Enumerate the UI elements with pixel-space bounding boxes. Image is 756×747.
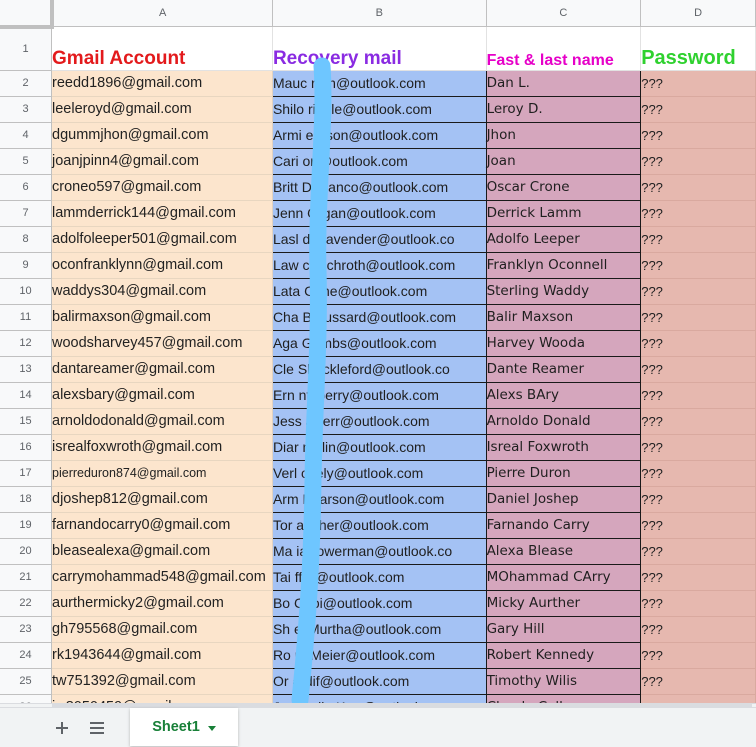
column-header-b[interactable]: B [272,0,486,27]
cell-password[interactable]: ??? [641,460,756,486]
cell-password[interactable]: ??? [641,356,756,382]
table-row [0,226,756,252]
cell-password[interactable]: ??? [641,278,756,304]
cell-full-name[interactable]: Pierre Duron [486,460,641,486]
column-header-a[interactable]: A [52,0,273,27]
row-header[interactable]: 3 [0,96,52,122]
row-header[interactable]: 7 [0,200,52,226]
cell-recovery-mail[interactable]: Jess aKerr@outlook.com [272,408,486,434]
cell-full-name[interactable]: Leroy D. [486,96,641,122]
cell-full-name[interactable]: Balir Maxson [486,304,641,330]
cell-recovery-mail[interactable]: Sh ellMurtha@outlook.com [272,616,486,642]
cell-gmail-account[interactable]: farnandocarry0@gmail.com [52,512,273,538]
cell-recovery-mail[interactable]: Law ceSchroth@outlook.com [272,252,486,278]
cell-recovery-mail[interactable]: Verl okely@outlook.com [272,460,486,486]
cell-gmail-account[interactable]: bleasealexa@gmail.com [52,538,273,564]
table-row [0,408,756,434]
cell-recovery-mail[interactable]: Tor absher@outlook.com [272,512,486,538]
cell-password[interactable]: ??? [641,590,756,616]
table-row [0,96,756,122]
cell-password[interactable]: ??? [641,538,756,564]
row-header[interactable]: 19 [0,512,52,538]
table-row [0,252,756,278]
cell-gmail-account[interactable]: dantareamer@gmail.com [52,356,273,382]
cell-gmail-account[interactable]: djoshep812@gmail.com [52,486,273,512]
header-gmail-account[interactable]: Gmail Account [52,27,273,71]
cell-password[interactable]: ??? [641,200,756,226]
row-header[interactable]: 13 [0,356,52,382]
cell-full-name[interactable]: Dan L. [486,70,641,96]
cell-full-name[interactable]: Franklyn Oconnell [486,252,641,278]
cell-full-name[interactable]: Harvey Wooda [486,330,641,356]
cell-password[interactable]: ??? [641,148,756,174]
list-icon [89,721,105,735]
cell-full-name[interactable]: Alexs BAry [486,382,641,408]
row-header[interactable]: 25 [0,668,52,694]
row-header[interactable]: 24 [0,642,52,668]
cell-recovery-mail[interactable]: Or ardif@outlook.com [272,668,486,694]
cell-recovery-mail[interactable]: Diar mblin@outlook.com [272,434,486,460]
row-header[interactable]: 9 [0,252,52,278]
cell-password[interactable]: ??? [641,642,756,668]
cell-password[interactable]: ??? [641,70,756,96]
row-header[interactable]: 21 [0,564,52,590]
table-row [0,486,756,512]
cell-full-name[interactable]: Arnoldo Donald [486,408,641,434]
cell-gmail-account[interactable]: gh795568@gmail.com [52,616,273,642]
row-header[interactable]: 22 [0,590,52,616]
row-header[interactable]: 4 [0,122,52,148]
cell-recovery-mail[interactable]: Cle Shackleford@outlook.co [272,356,486,382]
header-password[interactable]: Password [641,27,756,71]
cell-full-name[interactable]: Robert Kennedy [486,642,641,668]
cell-gmail-account[interactable]: isrealfoxwroth@gmail.com [52,434,273,460]
table-row [0,668,756,694]
cell-recovery-mail[interactable]: Tai ffer@outlook.com [272,564,486,590]
cell-gmail-account[interactable]: aurthermicky2@gmail.com [52,590,273,616]
table-row [0,70,756,96]
cell-recovery-mail[interactable]: Cari on@outlook.com [272,148,486,174]
cell-full-name[interactable]: Timothy Wilis [486,668,641,694]
row-header[interactable]: 15 [0,408,52,434]
table-row [0,460,756,486]
cell-recovery-mail[interactable]: Armi earson@outlook.com [272,122,486,148]
cell-gmail-account[interactable]: alexsbary@gmail.com [52,382,273,408]
cell-password[interactable]: ??? [641,252,756,278]
cell-full-name[interactable]: Sterling Waddy [486,278,641,304]
column-header-d[interactable]: D [641,0,756,27]
cell-recovery-mail[interactable]: Shilo ribble@outlook.com [272,96,486,122]
cell-gmail-account[interactable]: joanjpinn4@gmail.com [52,148,273,174]
cell-password[interactable]: ??? [641,330,756,356]
cell-gmail-account[interactable]: adolfoleeper501@gmail.com [52,226,273,252]
row-header[interactable]: 8 [0,226,52,252]
column-header-c[interactable]: C [486,0,641,27]
cell-gmail-account[interactable]: carrymohammad548@gmail.com [52,564,273,590]
cell-password[interactable]: ??? [641,382,756,408]
table-row [0,590,756,616]
cell-gmail-account[interactable]: rk1943644@gmail.com [52,642,273,668]
sheet-tab-sheet1[interactable] [130,708,238,746]
plus-icon [55,721,69,735]
cell-gmail-account[interactable]: oconfranklynn@gmail.com [52,252,273,278]
row-header[interactable]: 1 [0,27,52,71]
table-row [0,330,756,356]
table-row [0,512,756,538]
table-row [0,538,756,564]
cell-full-name[interactable]: Joan [486,148,641,174]
cell-password[interactable]: ??? [641,122,756,148]
cell-password[interactable]: ??? [641,408,756,434]
row-header[interactable]: 20 [0,538,52,564]
cell-recovery-mail[interactable]: Aga Gumbs@outlook.com [272,330,486,356]
cell-password[interactable]: ??? [641,226,756,252]
row-header[interactable]: 23 [0,616,52,642]
cell-password[interactable]: ??? [641,304,756,330]
row-header[interactable]: 16 [0,434,52,460]
row-header[interactable]: 18 [0,486,52,512]
cell-recovery-mail[interactable]: Arm Pearson@outlook.com [272,486,486,512]
cell-gmail-account[interactable]: pierreduron874@gmail.com [52,460,273,486]
cell-full-name[interactable]: Gary Hill [486,616,641,642]
table-row [0,642,756,668]
header-row [0,27,756,71]
row-header[interactable]: 14 [0,382,52,408]
row-header[interactable]: 17 [0,460,52,486]
table-row [0,382,756,408]
cell-gmail-account[interactable]: lammderrick144@gmail.com [52,200,273,226]
cell-full-name[interactable]: Daniel Joshep [486,486,641,512]
cell-gmail-account[interactable]: leeleroyd@gmail.com [52,96,273,122]
cell-recovery-mail[interactable]: Bo Choi@outlook.com [272,590,486,616]
cell-gmail-account[interactable]: balirmaxson@gmail.com [52,304,273,330]
cell-gmail-account[interactable]: waddys304@gmail.com [52,278,273,304]
chevron-down-icon[interactable] [208,726,216,731]
cell-password[interactable]: ??? [641,616,756,642]
cell-gmail-account[interactable]: dgummjhon@gmail.com [52,122,273,148]
table-row [0,174,756,200]
cell-recovery-mail[interactable]: Lata Cone@outlook.com [272,278,486,304]
cell-full-name[interactable]: Farnando Carry [486,512,641,538]
cell-full-name[interactable]: Dante Reamer [486,356,641,382]
cell-full-name[interactable]: Adolfo Leeper [486,226,641,252]
cell-full-name[interactable]: Micky Aurther [486,590,641,616]
add-sheet-button[interactable] [50,716,74,740]
row-header[interactable]: 6 [0,174,52,200]
cell-full-name[interactable]: Jhon [486,122,641,148]
cell-full-name[interactable]: Derrick Lamm [486,200,641,226]
cell-gmail-account[interactable]: woodsharvey457@gmail.com [52,330,273,356]
cell-recovery-mail[interactable]: Ro naMeier@outlook.com [272,642,486,668]
select-all-corner[interactable] [0,0,52,27]
cell-password[interactable]: ??? [641,174,756,200]
table-row [0,304,756,330]
table-row [0,200,756,226]
cell-password[interactable]: ??? [641,434,756,460]
cell-password[interactable]: ??? [641,96,756,122]
sheet-tab-label: Sheet1 [152,719,200,735]
cell-gmail-account[interactable]: reedd1896@gmail.com [52,70,273,96]
table-row [0,278,756,304]
cell-full-name[interactable]: Alexa Blease [486,538,641,564]
table-row [0,564,756,590]
cell-gmail-account[interactable]: arnoldodonald@gmail.com [52,408,273,434]
cell-recovery-mail[interactable]: Britt Defranco@outlook.com [272,174,486,200]
cell-full-name[interactable]: Oscar Crone [486,174,641,200]
cell-password[interactable]: ??? [641,564,756,590]
all-sheets-button[interactable] [85,716,109,740]
table-row [0,148,756,174]
cell-password[interactable]: ??? [641,486,756,512]
cell-gmail-account[interactable]: tw751392@gmail.com [52,668,273,694]
row-header[interactable]: 10 [0,278,52,304]
table-row [0,434,756,460]
sheet-tab-bar [0,707,756,747]
row-header[interactable]: 12 [0,330,52,356]
cell-recovery-mail[interactable]: Jenn Organ@outlook.com [272,200,486,226]
cell-recovery-mail[interactable]: Lasl daLavender@outlook.co [272,226,486,252]
header-recovery-mail[interactable]: Recovery mail [272,27,486,71]
row-header[interactable]: 5 [0,148,52,174]
table-row [0,356,756,382]
cell-gmail-account[interactable]: croneo597@gmail.com [52,174,273,200]
cell-full-name[interactable]: Isreal Foxwroth [486,434,641,460]
cell-password[interactable]: ??? [641,512,756,538]
header-full-name[interactable]: Fast & last name [486,27,641,71]
cell-recovery-mail[interactable]: Cha Broussard@outlook.com [272,304,486,330]
cell-password[interactable]: ??? [641,668,756,694]
row-header[interactable]: 2 [0,70,52,96]
row-header[interactable]: 11 [0,304,52,330]
cell-recovery-mail[interactable]: Ern ntsberry@outlook.com [272,382,486,408]
cell-full-name[interactable]: MOhammad CArry [486,564,641,590]
table-row [0,616,756,642]
cell-recovery-mail[interactable]: Mauc rron@outlook.com [272,70,486,96]
cell-recovery-mail[interactable]: Ma iaBowerman@outlook.co [272,538,486,564]
table-row [0,122,756,148]
